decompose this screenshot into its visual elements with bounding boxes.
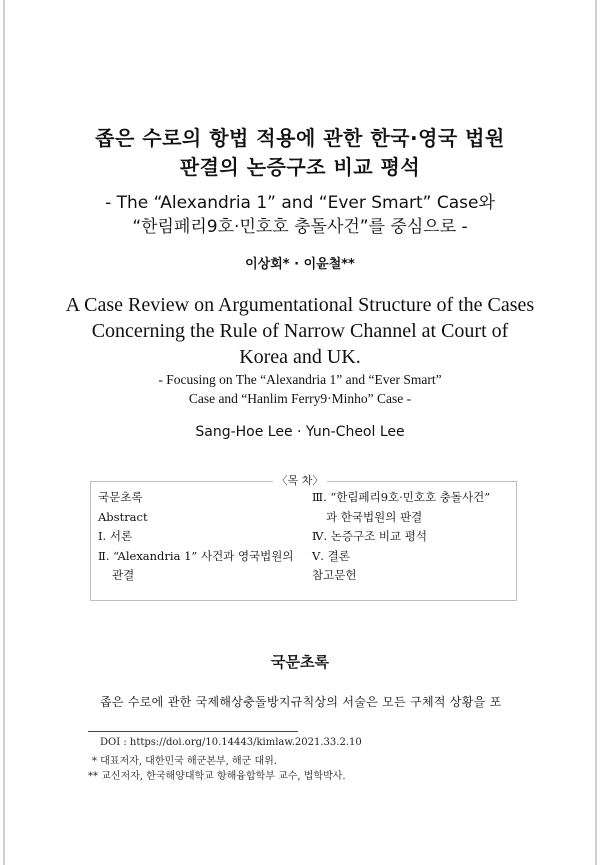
english-subtitle-line-1: - Focusing on The “Alexandria 1” and “Ever Smart” xyxy=(158,372,442,387)
korean-title-line-1: 좁은 수로의 항법 적용에 관한 한국·영국 법원 xyxy=(95,126,505,150)
toc-item[interactable]: 참고문헌 xyxy=(312,568,357,582)
korean-subtitle-line-1: - The “Alexandria 1” and “Ever Smart” Case와 xyxy=(105,193,495,213)
toc-left-column xyxy=(98,488,308,586)
toc-item[interactable]: Ⅲ. “한림페리9호·민호호 충돌사건” xyxy=(312,490,491,504)
korean-title-line-2: 판결의 논증구조 비교 평석 xyxy=(179,155,421,179)
toc-header-label: 〈목 차〉 xyxy=(273,474,328,487)
english-subtitle-line-2: Case and “Hanlim Ferry9·Minho” Case - xyxy=(188,391,412,406)
toc-item-continuation[interactable]: 과 한국법원의 판결 xyxy=(326,509,423,524)
toc-item[interactable]: Ⅳ. 논증구조 비교 평석 xyxy=(312,529,427,543)
korean-subtitle-line-2: “한림페리9호·민호호 충돌사건”를 중심으로 - xyxy=(132,217,468,237)
footnote-2: ** 교신저자, 한국해양대학교 항해융합학부 교수, 법학박사. xyxy=(88,771,346,782)
english-title-line-3: Korea and UK. xyxy=(239,346,361,368)
toc-item[interactable]: Ⅱ. “Alexandria 1” 사건과 영국법원의 xyxy=(98,548,294,563)
english-title-line-2: Concerning the Rule of Narrow Channel at Court of xyxy=(91,320,509,342)
abstract-heading: 국문초록 xyxy=(271,653,329,671)
toc-item-continuation[interactable]: 관결 xyxy=(112,568,135,582)
english-title-line-1: A Case Review on Argumentational Structure of the Cases xyxy=(65,294,535,316)
abstract-first-line: 좁은 수로에 관한 국제해상충돌방지규칙상의 서술은 모든 구체적 상황을 포 xyxy=(100,695,502,709)
toc-item[interactable]: 국문초록 xyxy=(98,490,143,504)
toc-header xyxy=(0,472,600,488)
footnote-doi[interactable]: DOI : https://doi.org/10.14443/kimlaw.2021.33.2.10 xyxy=(100,737,362,748)
footnote-divider xyxy=(88,731,298,732)
toc-right-column xyxy=(312,488,517,586)
authors-korean: 이상회* · 이윤철** xyxy=(245,257,355,272)
footnote-1: * 대표저자, 대한민국 해군본부, 해군 대위. xyxy=(92,756,277,767)
toc-item[interactable]: Abstract xyxy=(98,509,148,524)
authors-english: Sang-Hoe Lee · Yun-Cheol Lee xyxy=(195,424,405,440)
toc-item[interactable]: Ⅰ. 서론 xyxy=(98,529,133,543)
toc-item[interactable]: Ⅴ. 결론 xyxy=(312,548,350,563)
